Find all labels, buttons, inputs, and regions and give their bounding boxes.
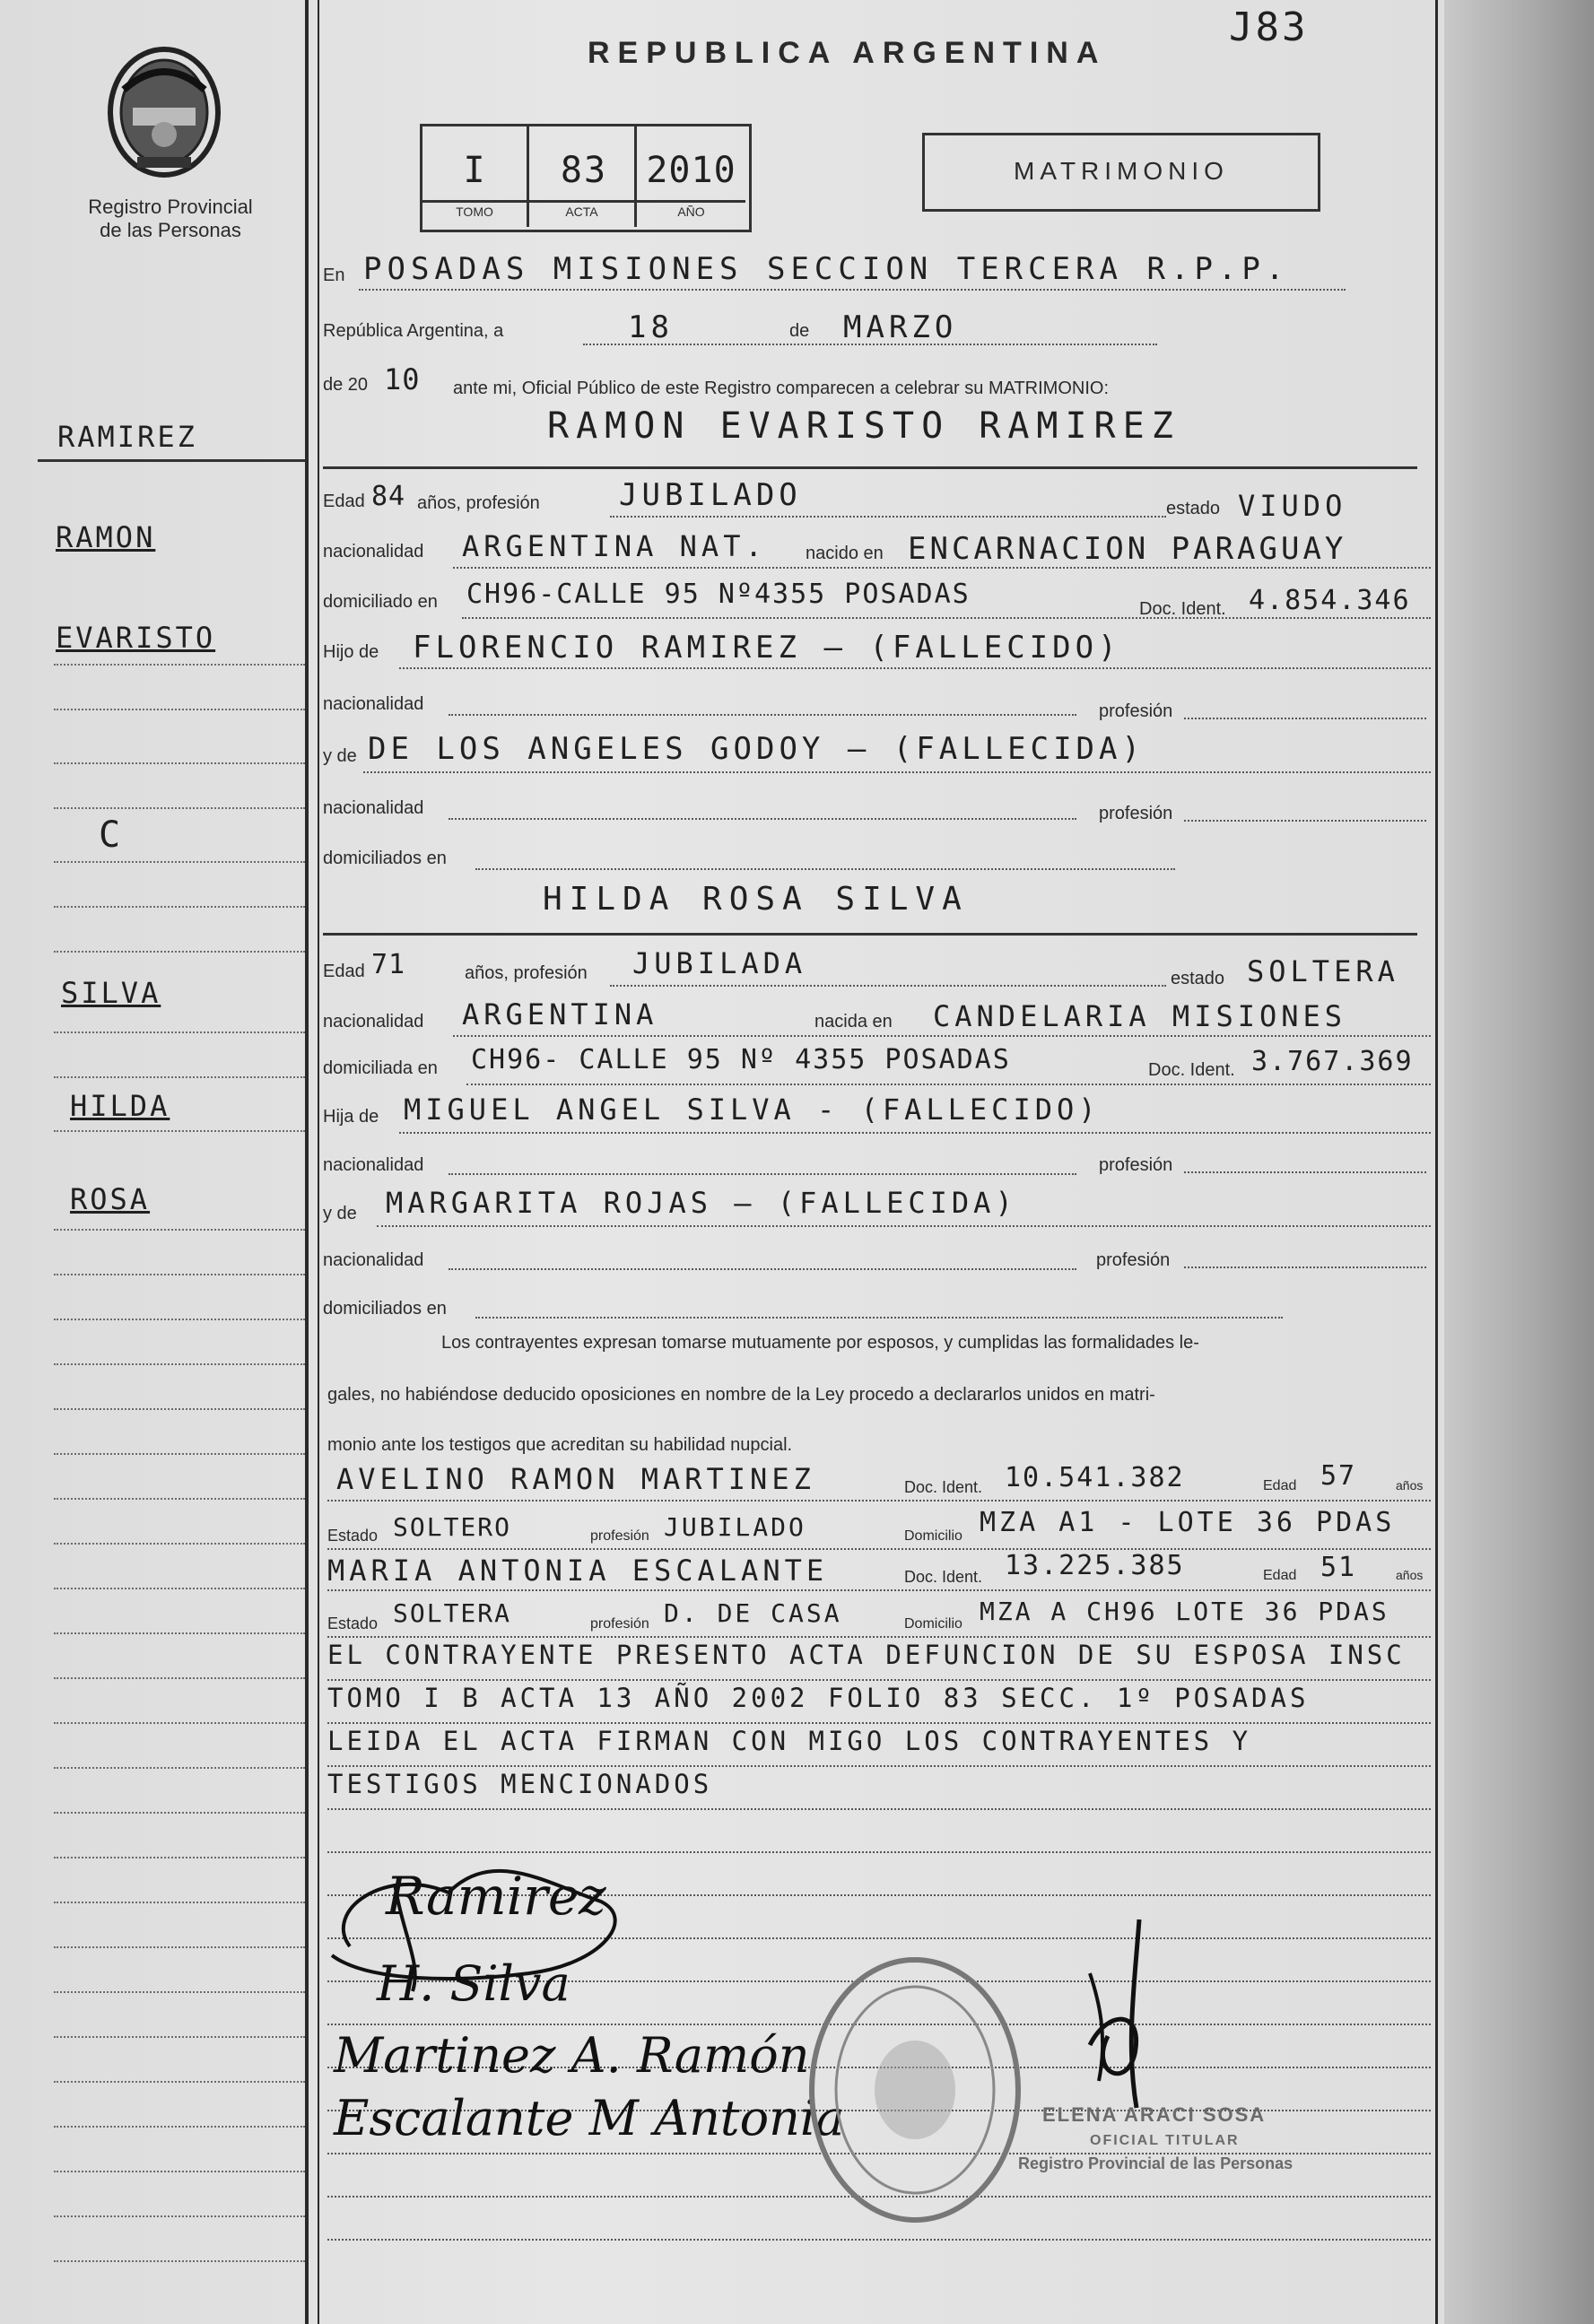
groom-nationality: ARGENTINA NAT. — [462, 529, 767, 563]
intro-text: ante mi, Oficial Público de este Registro comparecen a celebrar su MATRIMONIO: — [453, 379, 1110, 398]
witness-2-doc: 13.225.385 — [1005, 1550, 1185, 1581]
bride-full-name: HILDA ROSA SILVA — [543, 881, 969, 918]
groom-profession: JUBILADO — [619, 477, 802, 513]
official-seal-icon — [803, 1946, 1027, 2233]
registry-emblem-icon — [97, 36, 231, 184]
year-label: de 20 — [323, 375, 369, 395]
record-year-suffix: 10 — [384, 362, 421, 396]
margin-note-name-1: RAMON — [56, 520, 156, 554]
witness-1-edad-label: Edad — [1263, 1478, 1297, 1493]
margin-note-surname: RAMIREZ — [57, 420, 197, 454]
witness-2-prof-label: profesión — [590, 1616, 649, 1632]
note-line-4: TESTIGOS MENCIONADOS — [327, 1769, 713, 1799]
groom-mother-prof-label: profesión — [1099, 804, 1173, 823]
bride-edad-label: Edad — [323, 962, 365, 981]
official-registry: Registro Provincial de las Personas — [1018, 2154, 1293, 2172]
witness-1-doc: 10.541.382 — [1005, 1462, 1185, 1493]
bride-nacida-label: nacida en — [814, 1012, 893, 1031]
bride-age: 71 — [371, 949, 406, 980]
acta-value: 83 — [560, 150, 608, 191]
margin-note-bride-name-1: HILDA — [70, 1089, 170, 1123]
tomo-value: I — [463, 150, 490, 191]
ano-value: 2010 — [646, 150, 736, 191]
official-title: OFICIAL TITULAR — [1090, 2133, 1240, 2148]
de-label: de — [789, 321, 810, 341]
bride-father: MIGUEL ANGEL SILVA - (FALLECIDO) — [404, 1092, 1101, 1127]
groom-mother-label: y de — [323, 746, 357, 766]
bride-doc: 3.767.369 — [1251, 1046, 1414, 1077]
margin-note-bride-surname: SILVA — [61, 976, 161, 1010]
bride-father-nat-label: nacionalidad — [323, 1155, 424, 1175]
signature-bride: H. Silva — [377, 1955, 571, 2012]
witness-2-dom-label: Domicilio — [904, 1616, 962, 1632]
bride-doc-label: Doc. Ident. — [1148, 1060, 1235, 1080]
groom-domicilio-label: domiciliado en — [323, 592, 438, 612]
groom-anos-label: años, profesión — [417, 493, 540, 513]
bride-parents-dom-label: domiciliados en — [323, 1299, 447, 1319]
bride-mother: MARGARITA ROJAS — (FALLECIDA) — [386, 1186, 1017, 1220]
bride-mother-prof-label: profesión — [1096, 1250, 1171, 1270]
bride-father-prof-label: profesión — [1099, 1155, 1173, 1175]
bride-domicilio-label: domiciliada en — [323, 1058, 438, 1078]
witness-1-profession: JUBILADO — [664, 1512, 806, 1542]
declaration-line-3: monio ante los testigos que acreditan su habilidad nupcial. — [327, 1435, 793, 1455]
margin-note-bride-name-2: ROSA — [70, 1182, 151, 1216]
republic-label: República Argentina, a — [323, 321, 504, 341]
tomo-label: TOMO — [456, 205, 493, 219]
groom-nacido-label: nacido en — [806, 544, 884, 563]
registry-name-line1: Registro Provincial — [88, 196, 253, 218]
groom-birthplace: ENCARNACION PARAGUAY — [908, 531, 1347, 567]
bride-birthplace: CANDELARIA MISIONES — [933, 999, 1347, 1033]
groom-doc: 4.854.346 — [1249, 585, 1411, 616]
note-line-3: LEIDA EL ACTA FIRMAN CON MIGO LOS CONTRAYENTES Y — [327, 1726, 1252, 1756]
page-number: J83 — [1229, 4, 1309, 50]
witness-1-age: 57 — [1320, 1460, 1357, 1492]
groom-father-label: Hijo de — [323, 642, 379, 662]
groom-father-nat-label: nacionalidad — [323, 694, 424, 714]
record-month: MARZO — [843, 309, 958, 345]
signature-witness-1: Martinez A. Ramón — [334, 2027, 810, 2084]
groom-age: 84 — [371, 481, 406, 512]
declaration-line-1: Los contrayentes expresan tomarse mutuamente por esposos, y cumplidas las formalidades le- — [441, 1333, 1199, 1353]
witness-1-doc-label: Doc. Ident. — [904, 1478, 983, 1496]
witness-1-address: MZA A1 - LOTE 36 PDAS — [980, 1507, 1396, 1538]
right-rule — [1435, 0, 1438, 2324]
groom-address: CH96-CALLE 95 Nº4355 POSADAS — [466, 579, 971, 610]
margin-note-name-2: EVARISTO — [56, 621, 216, 655]
ano-label: AÑO — [677, 205, 705, 219]
registry-name-line2: de las Personas — [100, 219, 241, 241]
bride-profession: JUBILADA — [632, 946, 807, 980]
bride-estado-label: estado — [1171, 969, 1225, 988]
bride-anos-label: años, profesión — [465, 963, 588, 983]
bride-mother-nat-label: nacionalidad — [323, 1250, 424, 1270]
witness-1-anos-label: años — [1396, 1478, 1424, 1493]
witness-2-age: 51 — [1320, 1552, 1357, 1583]
acta-label: ACTA — [565, 205, 598, 219]
witness-2-edad-label: Edad — [1263, 1568, 1297, 1583]
official-name: ELENA ARACI SOSA — [1042, 2103, 1267, 2126]
signature-groom-text: Ramirez — [386, 1866, 606, 1927]
bride-estado: SOLTERA — [1247, 954, 1399, 988]
groom-father: FLORENCIO RAMIREZ — (FALLECIDO) — [413, 630, 1121, 666]
witness-1-prof-label: profesión — [590, 1528, 649, 1544]
groom-mother-nat-label: nacionalidad — [323, 798, 424, 818]
groom-mother: DE LOS ANGELES GODOY — (FALLECIDA) — [368, 731, 1145, 767]
bride-mother-label: y de — [323, 1204, 357, 1223]
witness-1-estado: SOLTERO — [393, 1512, 512, 1542]
page-edge — [1444, 0, 1594, 2324]
witness-1-name: AVELINO RAMON MARTINEZ — [336, 1462, 815, 1496]
country-title: REPUBLICA ARGENTINA — [588, 36, 1107, 70]
groom-estado-label: estado — [1166, 499, 1221, 518]
record-number-box — [420, 124, 752, 232]
witness-2-estado-label: Estado — [327, 1615, 379, 1632]
groom-edad-label: Edad — [323, 492, 365, 511]
record-day: 18 — [628, 309, 674, 345]
act-type: MATRIMONIO — [1014, 157, 1229, 185]
note-line-1: EL CONTRAYENTE PRESENTO ACTA DEFUNCION DE SU ESPOSA INSC — [327, 1640, 1406, 1670]
official-signature-icon — [1072, 1911, 1189, 2117]
witness-2-anos-label: años — [1396, 1568, 1424, 1582]
groom-parents-dom-label: domiciliados en — [323, 849, 447, 868]
margin-rule — [305, 0, 309, 2324]
witness-2-doc-label: Doc. Ident. — [904, 1568, 983, 1586]
bride-nacionalidad-label: nacionalidad — [323, 1012, 424, 1031]
groom-father-prof-label: profesión — [1099, 701, 1173, 721]
witness-1-estado-label: Estado — [327, 1527, 379, 1545]
witness-2-address: MZA A CH96 LOTE 36 PDAS — [980, 1597, 1389, 1626]
signature-witness-2: Escalante M Antonia — [334, 2090, 845, 2146]
place-of-record: POSADAS MISIONES SECCION TERCERA R.P.P. — [363, 251, 1290, 287]
bride-nationality: ARGENTINA — [462, 997, 658, 1031]
witness-2-name: MARIA ANTONIA ESCALANTE — [327, 1554, 829, 1588]
witness-2-profession: D. DE CASA — [664, 1598, 842, 1628]
margin-note-connector: C — [99, 814, 126, 856]
bride-father-label: Hija de — [323, 1107, 379, 1127]
declaration-line-2: gales, no habiéndose deducido oposiciones en nombre de la Ley procedo a declararlos unidos en matri- — [327, 1385, 1155, 1405]
witness-2-estado: SOLTERA — [393, 1598, 512, 1628]
note-line-2: TOMO I B ACTA 13 AÑO 2002 FOLIO 83 SECC. 1º POSADAS — [327, 1683, 1310, 1713]
groom-estado: VIUDO — [1238, 489, 1347, 523]
groom-full-name: RAMON EVARISTO RAMIREZ — [547, 405, 1180, 447]
bride-address: CH96- CALLE 95 Nº 4355 POSADAS — [471, 1044, 1011, 1075]
groom-doc-label: Doc. Ident. — [1139, 599, 1226, 619]
en-label: En — [323, 265, 345, 285]
groom-nacionalidad-label: nacionalidad — [323, 542, 424, 561]
witness-1-dom-label: Domicilio — [904, 1528, 962, 1544]
act-type-box — [922, 133, 1320, 212]
